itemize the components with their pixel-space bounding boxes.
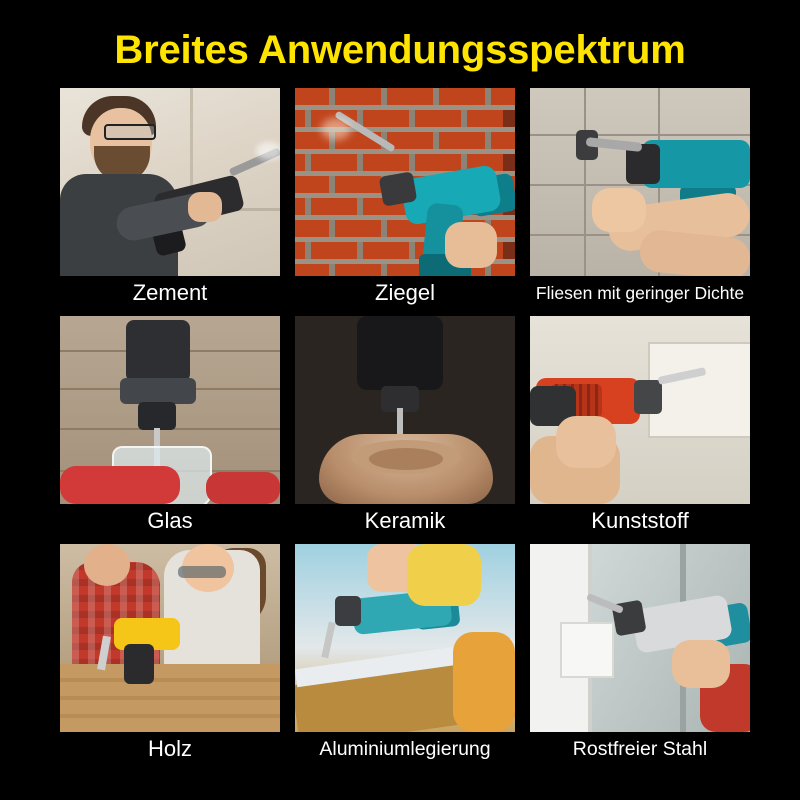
page-title: Breites Anwendungsspektrum	[114, 28, 686, 72]
safety-glasses-icon	[104, 124, 156, 140]
grid-item	[60, 88, 280, 316]
grid-item	[60, 544, 280, 772]
tile-caption: Fliesen mit geringer Dichte	[535, 283, 745, 303]
drill-chuck	[138, 402, 176, 430]
drill-bit	[321, 622, 335, 659]
photo-fliesen	[530, 88, 750, 276]
plastic-panel	[648, 342, 750, 438]
worker-hand	[188, 192, 222, 222]
wood-board	[60, 664, 280, 732]
grid-item	[60, 316, 280, 544]
application-grid	[60, 88, 750, 772]
drill-chuck	[335, 596, 361, 626]
worker-hand	[592, 188, 646, 232]
worker-hand	[445, 222, 497, 268]
grid-item	[530, 544, 750, 772]
safety-goggles-icon	[178, 566, 226, 578]
photo-glas	[60, 316, 280, 504]
grid-item	[530, 316, 750, 544]
yellow-glove	[407, 544, 481, 606]
worker-hand	[672, 640, 730, 688]
drill-chuck	[379, 171, 418, 206]
photo-stahl	[530, 544, 750, 732]
dust-cloud	[321, 118, 351, 140]
drill-body	[126, 320, 190, 382]
photo-aluminium	[295, 544, 515, 732]
tile-caption: Holz	[147, 736, 192, 761]
tile-caption: Keramik	[364, 508, 446, 533]
red-glove	[206, 472, 280, 504]
tile-caption: Aluminiumlegierung	[319, 738, 491, 760]
dust-cloud	[256, 142, 280, 160]
tile-caption: Zement	[132, 280, 208, 305]
worker-hand	[556, 416, 616, 468]
drill-chuck	[634, 380, 662, 414]
orange-glove	[453, 632, 515, 732]
photo-ziegel	[295, 88, 515, 276]
tile-caption: Rostfreier Stahl	[572, 738, 708, 760]
photo-keramik	[295, 316, 515, 504]
photo-holz	[60, 544, 280, 732]
tile-caption: Kunststoff	[591, 508, 689, 533]
tile-caption: Ziegel	[375, 280, 435, 305]
pot-interior	[369, 448, 443, 470]
torque-ring	[120, 378, 196, 404]
drill-press-head	[357, 316, 443, 390]
tile-caption: Glas	[147, 508, 193, 533]
person-head	[84, 544, 130, 586]
grid-item	[530, 88, 750, 316]
photo-zement	[60, 88, 280, 276]
grid-item	[295, 544, 515, 772]
grid-item	[295, 88, 515, 316]
grid-item	[295, 316, 515, 544]
steel-plate	[560, 622, 614, 678]
red-glove	[60, 466, 180, 504]
drill-grip	[124, 644, 154, 684]
photo-kunststoff	[530, 316, 750, 504]
